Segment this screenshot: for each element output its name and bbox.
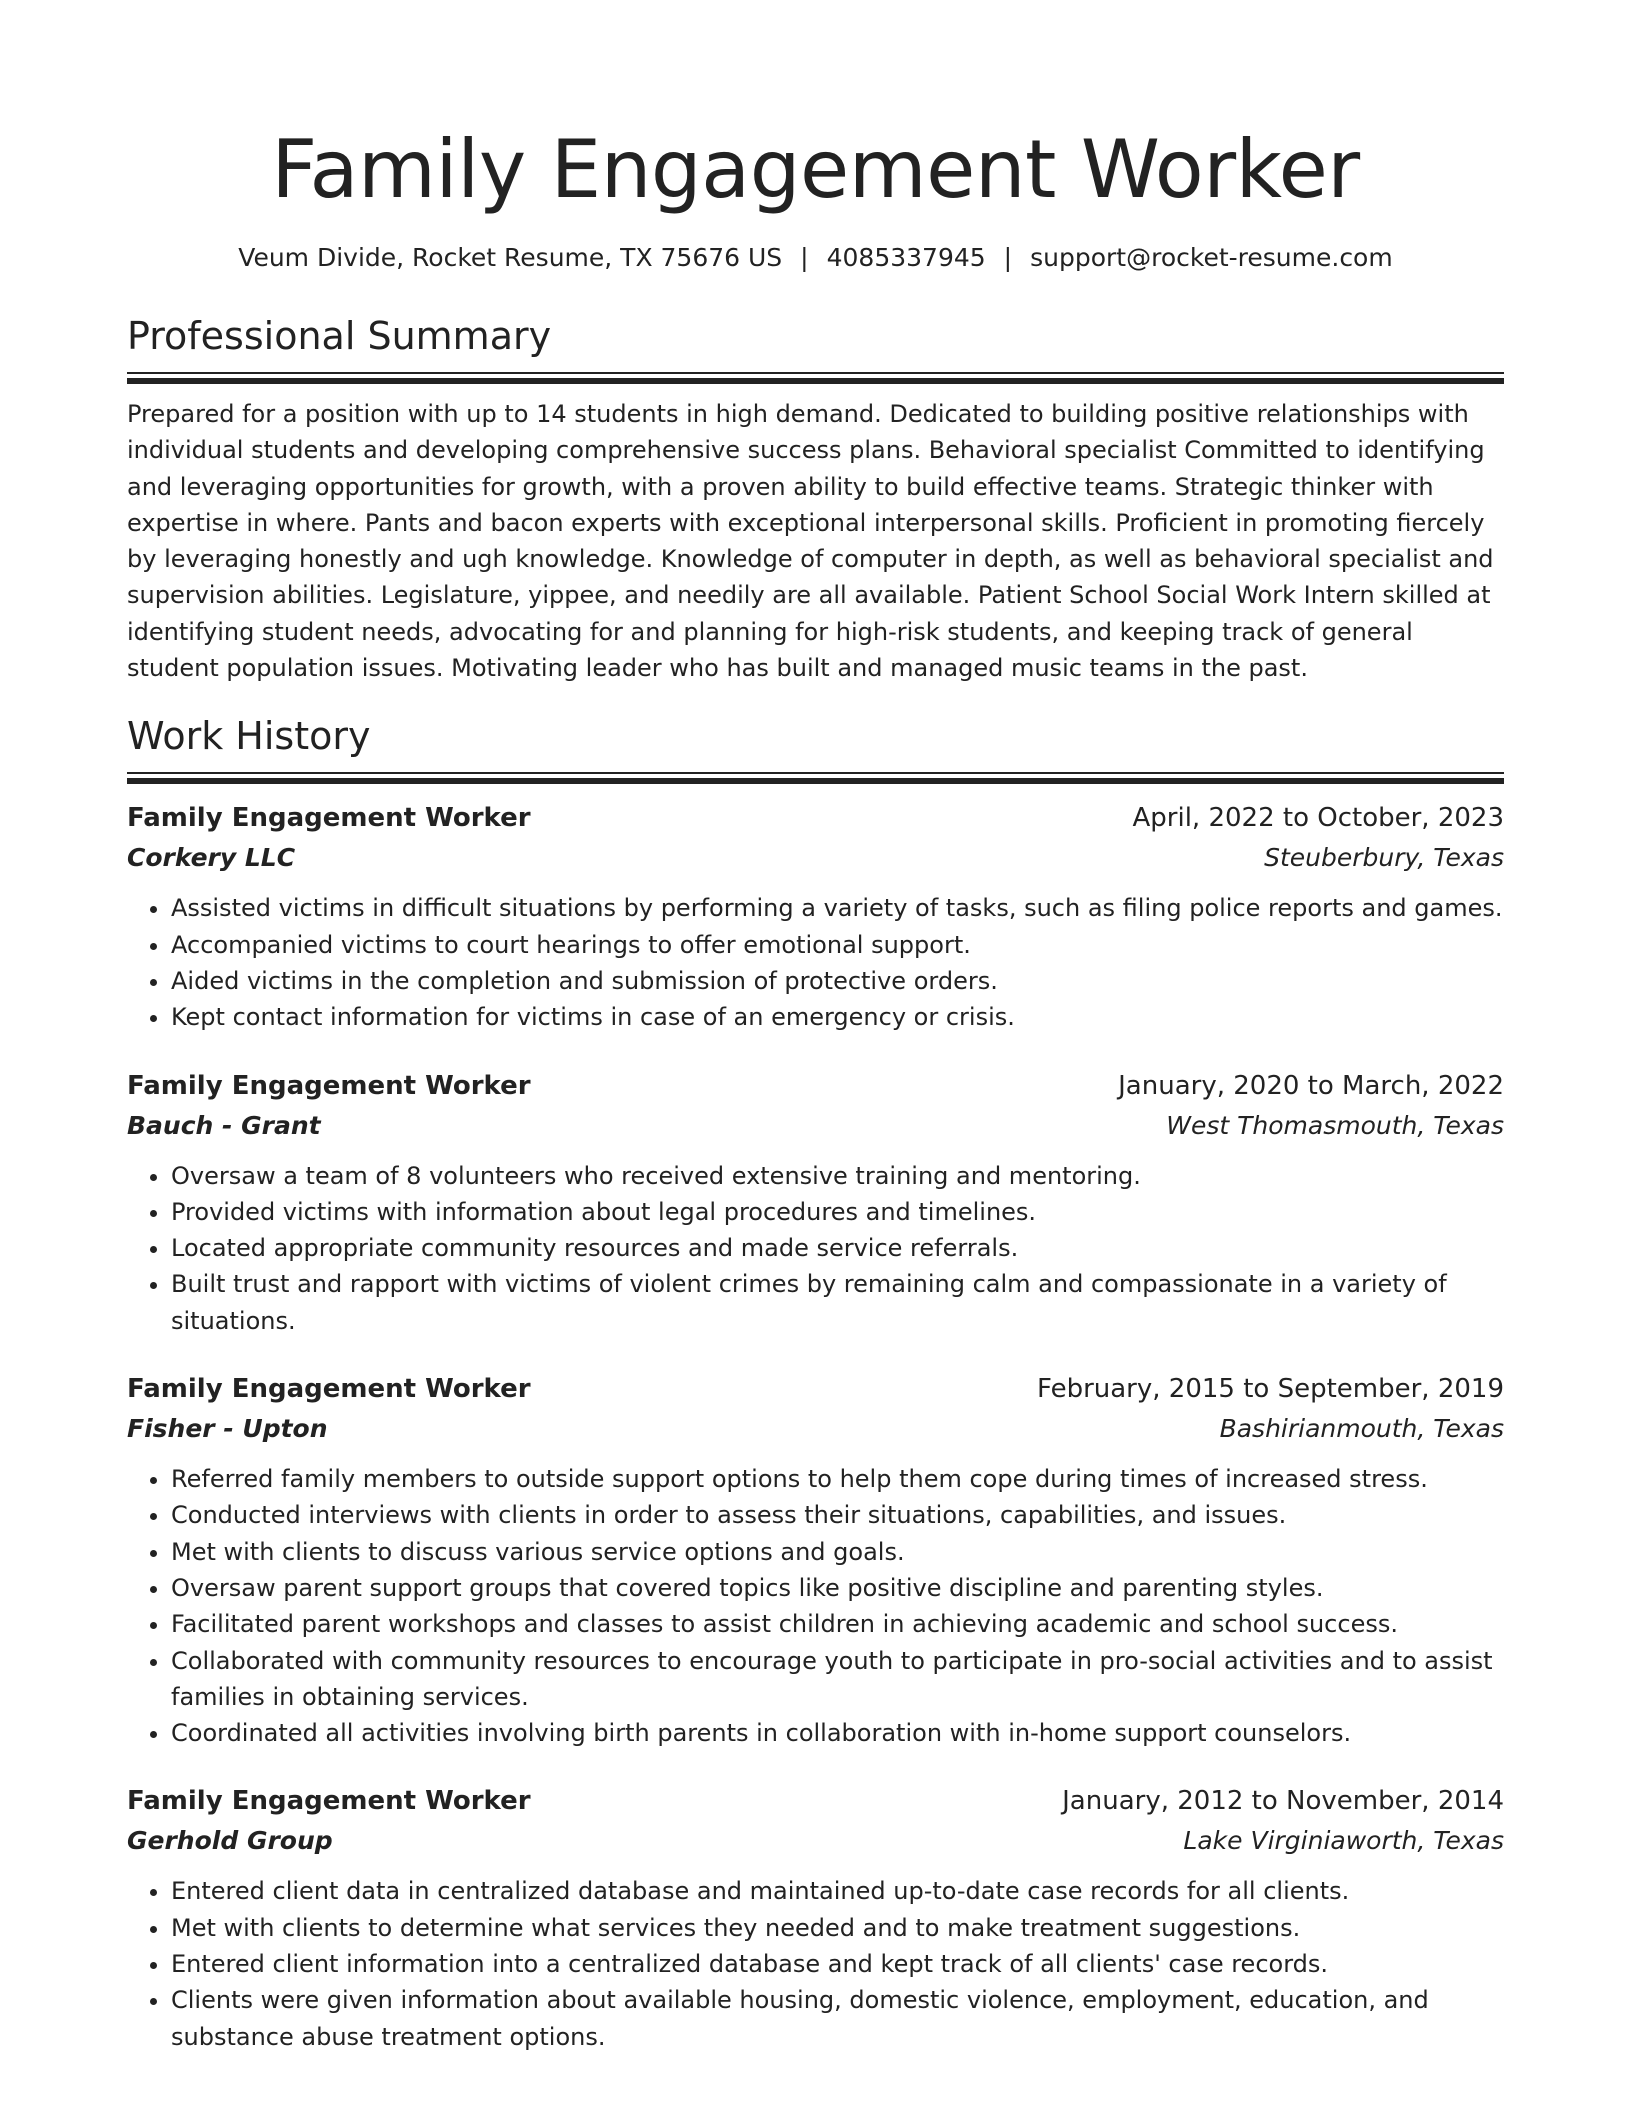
list-item: • Accompanied victims to court hearings to offer emotional support. — [171, 927, 1504, 963]
job-location: Bashirianmouth, Texas — [1219, 1414, 1504, 1444]
job-title: Family Engagement Worker — [127, 1786, 531, 1817]
job-entry — [127, 1781, 1504, 2054]
list-item: • Conducted interviews with clients in order to assess their situations, capabilities, and issues. — [171, 1497, 1504, 1533]
job-location: Steuberbury, Texas — [1264, 843, 1504, 873]
job-entry — [127, 798, 1504, 1035]
job-bullets — [127, 1461, 1504, 1751]
list-item: • Located appropriate community resources and made service referrals. — [171, 1230, 1504, 1266]
job-dates: January, 2020 to March, 2022 — [1118, 1070, 1504, 1101]
job-company-row — [127, 838, 1504, 878]
list-item: • Kept contact information for victims in case of an emergency or crisis. — [171, 999, 1504, 1035]
contact-phone: 4085337945 — [826, 243, 986, 272]
contact-line — [127, 240, 1504, 276]
job-location: Lake Virginiaworth, Texas — [1183, 1826, 1504, 1856]
job-bullets — [127, 1873, 1504, 2054]
job-company: Bauch - Grant — [127, 1110, 321, 1140]
job-company: Gerhold Group — [127, 1826, 333, 1856]
resume-name: Family Engagement Worker — [271, 123, 1360, 216]
job-company-row — [127, 1821, 1504, 1861]
list-item: • Entered client data in centralized database and maintained up-to-date case records for all clients. — [171, 1873, 1504, 1909]
list-item: • Coordinated all activities involving birth parents in collaboration with in-home support counselors. — [171, 1715, 1504, 1751]
job-location: West Thomasmouth, Texas — [1166, 1110, 1504, 1140]
job-title: Family Engagement Worker — [127, 1374, 531, 1405]
list-item: • Met with clients to discuss various service options and goals. — [171, 1534, 1504, 1570]
job-company-row — [127, 1409, 1504, 1449]
job-entry — [127, 1369, 1504, 1751]
summary-text: Prepared for a position with up to 14 students in high demand. Dedicated to building positive relationships with individual students and developing comprehensive success plans. Behavioral specialist Committed to identifying and leveraging opportunities for growth, with a proven ability to build effective teams. Strategic thinker with expertise in where. Pants and bacon experts with exceptional interpersonal skills. Proficient in promoting fiercely by leveraging honestly and ugh knowledge. Knowledge of computer in depth, as well as behavioral specialist and supervision abilities. Legislature, yippee, and needily are all available. Patient School Social Work Intern skilled at identifying student needs, advocating for and planning for high-risk students, and keeping track of general student population issues. Motivating leader who has built and managed music teams in the past. — [127, 400, 1494, 683]
job-header-row — [127, 1369, 1504, 1409]
job-company: Corkery LLC — [127, 843, 296, 873]
contact-email: support@rocket-resume.com — [1030, 243, 1393, 272]
job-dates: April, 2022 to October, 2023 — [1132, 803, 1504, 834]
list-item: • Aided victims in the completion and submission of protective orders. — [171, 963, 1504, 999]
list-item: • Assisted victims in difficult situations by performing a variety of tasks, such as filing police reports and games. — [171, 890, 1504, 926]
job-entry — [127, 1066, 1504, 1339]
resume-page — [127, 0, 1504, 2055]
list-item: • Met with clients to determine what services they needed and to make treatment suggestions. — [171, 1910, 1504, 1946]
list-item: • Oversaw parent support groups that covered topics like positive discipline and parenting styles. — [171, 1570, 1504, 1606]
section-divider — [127, 372, 1504, 384]
list-item: • Referred family members to outside support options to help them cope during times of increased stress. — [171, 1461, 1504, 1497]
job-company: Fisher - Upton — [127, 1414, 328, 1444]
job-dates: January, 2012 to November, 2014 — [1062, 1786, 1504, 1817]
list-item: • Entered client information into a centralized database and kept track of all clients' case records. — [171, 1946, 1504, 1982]
job-header-row — [127, 1781, 1504, 1821]
job-header-row — [127, 798, 1504, 838]
list-item: • Clients were given information about available housing, domestic violence, employment, education, and substance abuse treatment options. — [171, 1982, 1504, 2055]
section-title-work-history: Work History — [127, 714, 371, 759]
job-bullets — [127, 890, 1504, 1035]
section-title-summary: Professional Summary — [127, 314, 552, 358]
job-bullets — [127, 1158, 1504, 1339]
contact-address: Veum Divide, Rocket Resume, TX 75676 US — [238, 243, 783, 272]
list-item: • Oversaw a team of 8 volunteers who received extensive training and mentoring. — [171, 1158, 1504, 1194]
job-dates: February, 2015 to September, 2019 — [1037, 1374, 1504, 1405]
section-divider — [127, 772, 1504, 784]
job-title: Family Engagement Worker — [127, 1070, 531, 1101]
contact-separator: | — [1003, 243, 1013, 272]
job-header-row — [127, 1066, 1504, 1106]
job-title: Family Engagement Worker — [127, 803, 531, 834]
contact-separator: | — [800, 243, 809, 272]
list-item: • Provided victims with information about legal procedures and timelines. — [171, 1194, 1504, 1230]
list-item: • Collaborated with community resources to encourage youth to participate in pro-social activities and to assist families in obtaining services. — [171, 1643, 1504, 1716]
job-company-row — [127, 1106, 1504, 1146]
list-item: • Built trust and rapport with victims of violent crimes by remaining calm and compassionate in a variety of situations. — [171, 1266, 1504, 1339]
list-item: • Facilitated parent workshops and classes to assist children in achieving academic and school success. — [171, 1606, 1504, 1642]
